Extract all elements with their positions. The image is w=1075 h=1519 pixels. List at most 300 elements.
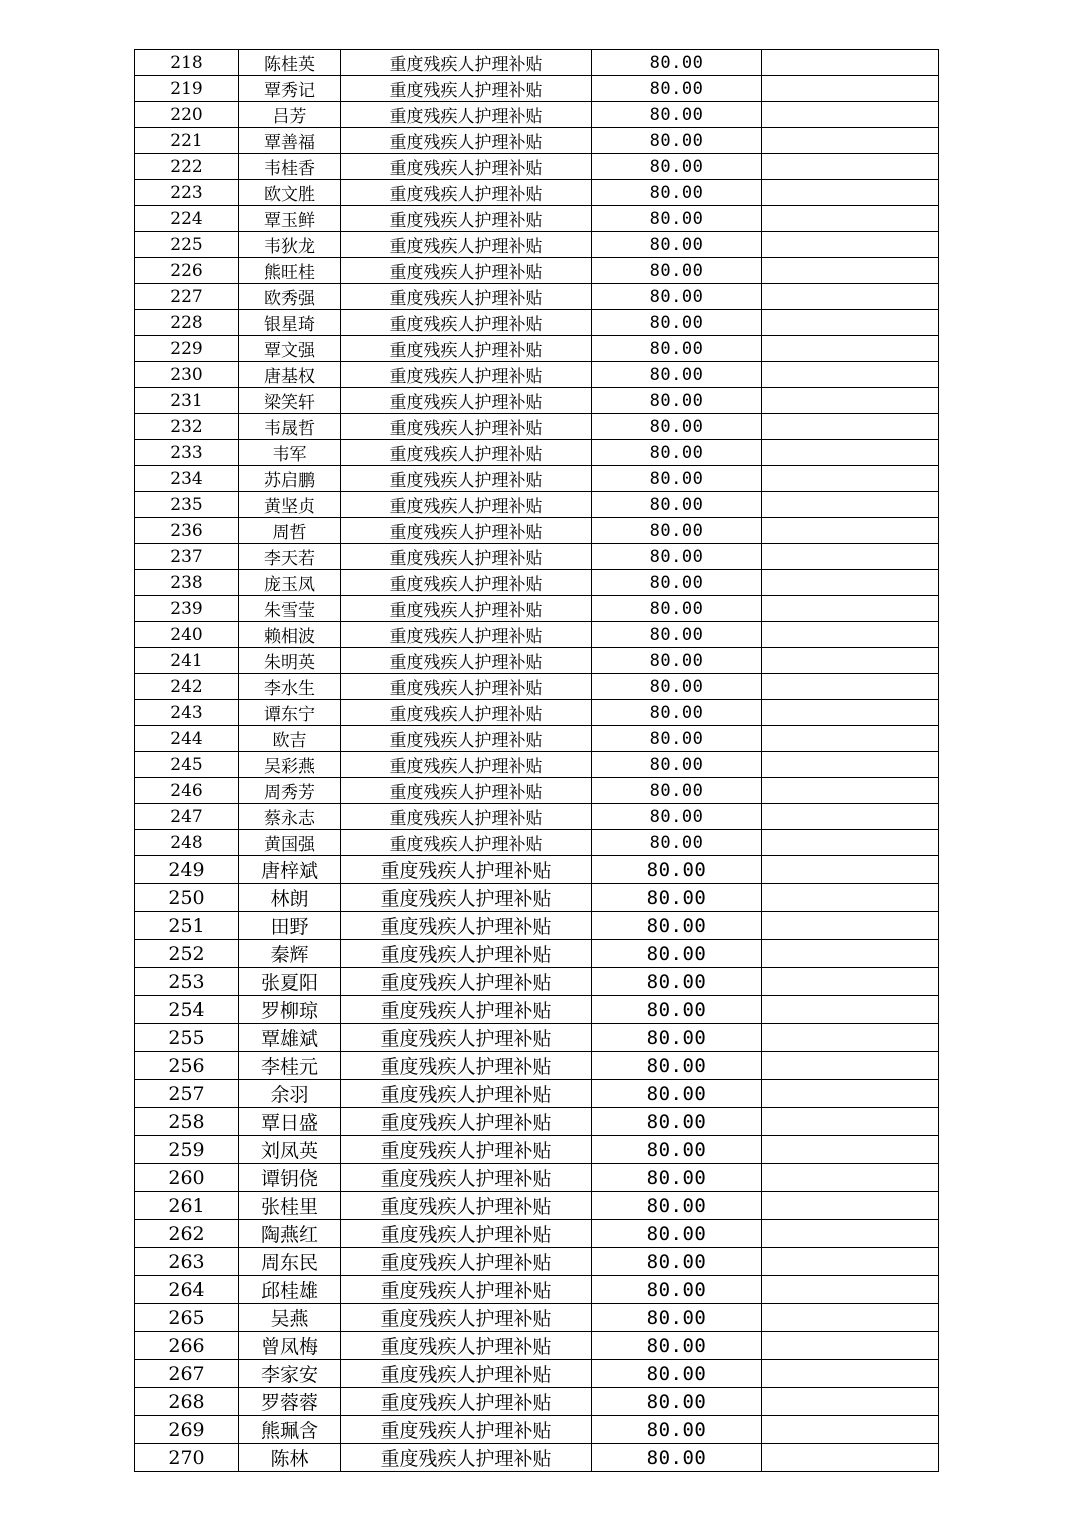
remarks-cell (762, 700, 939, 726)
recipient-name: 李家安 (239, 1360, 341, 1388)
row-number: 247 (135, 804, 239, 830)
row-number: 232 (135, 414, 239, 440)
subsidy-amount: 80.00 (592, 1416, 762, 1444)
subsidy-type: 重度残疾人护理补贴 (341, 50, 592, 76)
recipient-name: 唐梓斌 (239, 856, 341, 884)
subsidy-type: 重度残疾人护理补贴 (341, 700, 592, 726)
subsidy-type: 重度残疾人护理补贴 (341, 1416, 592, 1444)
recipient-name: 覃日盛 (239, 1108, 341, 1136)
table-row (135, 492, 939, 518)
subsidy-type: 重度残疾人护理补贴 (341, 968, 592, 996)
subsidy-type: 重度残疾人护理补贴 (341, 884, 592, 912)
subsidy-type: 重度残疾人护理补贴 (341, 674, 592, 700)
row-number: 262 (135, 1220, 239, 1248)
row-number: 219 (135, 76, 239, 102)
subsidy-type: 重度残疾人护理补贴 (341, 1192, 592, 1220)
subsidy-type: 重度残疾人护理补贴 (341, 544, 592, 570)
remarks-cell (762, 50, 939, 76)
row-number: 234 (135, 466, 239, 492)
table-row (135, 856, 939, 884)
table-row (135, 284, 939, 310)
row-number: 226 (135, 258, 239, 284)
subsidy-amount: 80.00 (592, 856, 762, 884)
row-number: 266 (135, 1332, 239, 1360)
subsidy-amount: 80.00 (592, 1136, 762, 1164)
recipient-name: 谭东宁 (239, 700, 341, 726)
row-number: 218 (135, 50, 239, 76)
subsidy-type: 重度残疾人护理补贴 (341, 76, 592, 102)
table-row (135, 440, 939, 466)
remarks-cell (762, 492, 939, 518)
table-row (135, 1220, 939, 1248)
subsidy-type: 重度残疾人护理补贴 (341, 570, 592, 596)
row-number: 259 (135, 1136, 239, 1164)
row-number: 231 (135, 388, 239, 414)
subsidy-type: 重度残疾人护理补贴 (341, 856, 592, 884)
remarks-cell (762, 1388, 939, 1416)
subsidy-amount: 80.00 (592, 884, 762, 912)
subsidy-amount: 80.00 (592, 752, 762, 778)
remarks-cell (762, 804, 939, 830)
subsidy-amount: 80.00 (592, 940, 762, 968)
table-row (135, 752, 939, 778)
remarks-cell (762, 388, 939, 414)
remarks-cell (762, 726, 939, 752)
table-row (135, 778, 939, 804)
table-row (135, 1276, 939, 1304)
subsidy-type: 重度残疾人护理补贴 (341, 284, 592, 310)
recipient-name: 欧文胜 (239, 180, 341, 206)
remarks-cell (762, 102, 939, 128)
row-number: 239 (135, 596, 239, 622)
recipient-name: 吕芳 (239, 102, 341, 128)
recipient-name: 覃雄斌 (239, 1024, 341, 1052)
remarks-cell (762, 752, 939, 778)
recipient-name: 邱桂雄 (239, 1276, 341, 1304)
recipient-name: 周秀芳 (239, 778, 341, 804)
recipient-name: 欧秀强 (239, 284, 341, 310)
table-row (135, 414, 939, 440)
subsidy-type: 重度残疾人护理补贴 (341, 1276, 592, 1304)
subsidy-type: 重度残疾人护理补贴 (341, 154, 592, 180)
table-row (135, 570, 939, 596)
remarks-cell (762, 206, 939, 232)
subsidy-type: 重度残疾人护理补贴 (341, 336, 592, 362)
recipient-name: 朱雪莹 (239, 596, 341, 622)
remarks-cell (762, 284, 939, 310)
table-row (135, 180, 939, 206)
recipient-name: 周东民 (239, 1248, 341, 1276)
row-number: 244 (135, 726, 239, 752)
table-row (135, 128, 939, 154)
table-row (135, 726, 939, 752)
subsidy-amount: 80.00 (592, 258, 762, 284)
remarks-cell (762, 310, 939, 336)
row-number: 255 (135, 1024, 239, 1052)
table-row (135, 466, 939, 492)
remarks-cell (762, 1332, 939, 1360)
subsidy-amount: 80.00 (592, 1332, 762, 1360)
recipient-name: 苏启鹏 (239, 466, 341, 492)
subsidy-amount: 80.00 (592, 466, 762, 492)
remarks-cell (762, 856, 939, 884)
subsidy-amount: 80.00 (592, 440, 762, 466)
remarks-cell (762, 778, 939, 804)
remarks-cell (762, 154, 939, 180)
remarks-cell (762, 596, 939, 622)
row-number: 223 (135, 180, 239, 206)
row-number: 230 (135, 362, 239, 388)
row-number: 258 (135, 1108, 239, 1136)
subsidy-amount: 80.00 (592, 414, 762, 440)
table-row (135, 1332, 939, 1360)
subsidy-amount: 80.00 (592, 76, 762, 102)
recipient-name: 熊旺桂 (239, 258, 341, 284)
subsidy-amount: 80.00 (592, 1164, 762, 1192)
subsidy-type: 重度残疾人护理补贴 (341, 912, 592, 940)
table-row (135, 1248, 939, 1276)
row-number: 251 (135, 912, 239, 940)
row-number: 221 (135, 128, 239, 154)
row-number: 243 (135, 700, 239, 726)
row-number: 253 (135, 968, 239, 996)
recipient-name: 韦狄龙 (239, 232, 341, 258)
subsidy-type: 重度残疾人护理补贴 (341, 622, 592, 648)
subsidy-type: 重度残疾人护理补贴 (341, 1052, 592, 1080)
row-number: 233 (135, 440, 239, 466)
subsidy-type: 重度残疾人护理补贴 (341, 310, 592, 336)
remarks-cell (762, 648, 939, 674)
row-number: 224 (135, 206, 239, 232)
row-number: 228 (135, 310, 239, 336)
table-row (135, 1052, 939, 1080)
subsidy-amount: 80.00 (592, 1276, 762, 1304)
recipient-name: 陈林 (239, 1444, 341, 1472)
subsidy-type: 重度残疾人护理补贴 (341, 518, 592, 544)
remarks-cell (762, 1136, 939, 1164)
row-number: 263 (135, 1248, 239, 1276)
table-row (135, 310, 939, 336)
subsidy-amount: 80.00 (592, 336, 762, 362)
subsidy-amount: 80.00 (592, 362, 762, 388)
row-number: 265 (135, 1304, 239, 1332)
recipient-name: 吴彩燕 (239, 752, 341, 778)
row-number: 225 (135, 232, 239, 258)
remarks-cell (762, 912, 939, 940)
subsidy-type: 重度残疾人护理补贴 (341, 388, 592, 414)
table-row (135, 596, 939, 622)
remarks-cell (762, 180, 939, 206)
remarks-cell (762, 996, 939, 1024)
remarks-cell (762, 1024, 939, 1052)
table-row (135, 206, 939, 232)
recipient-name: 吴燕 (239, 1304, 341, 1332)
subsidy-amount: 80.00 (592, 648, 762, 674)
subsidy-type: 重度残疾人护理补贴 (341, 996, 592, 1024)
table-row (135, 1108, 939, 1136)
subsidy-type: 重度残疾人护理补贴 (341, 1136, 592, 1164)
row-number: 264 (135, 1276, 239, 1304)
subsidy-type: 重度残疾人护理补贴 (341, 726, 592, 752)
table-row (135, 830, 939, 856)
subsidy-type: 重度残疾人护理补贴 (341, 1444, 592, 1472)
remarks-cell (762, 336, 939, 362)
remarks-cell (762, 884, 939, 912)
row-number: 248 (135, 830, 239, 856)
remarks-cell (762, 1360, 939, 1388)
table-row (135, 362, 939, 388)
table-row (135, 1080, 939, 1108)
remarks-cell (762, 1164, 939, 1192)
recipient-name: 覃秀记 (239, 76, 341, 102)
recipient-name: 周哲 (239, 518, 341, 544)
remarks-cell (762, 518, 939, 544)
table-row (135, 154, 939, 180)
subsidy-amount: 80.00 (592, 310, 762, 336)
subsidy-amount: 80.00 (592, 1220, 762, 1248)
subsidy-amount: 80.00 (592, 1192, 762, 1220)
row-number: 267 (135, 1360, 239, 1388)
row-number: 249 (135, 856, 239, 884)
subsidy-amount: 80.00 (592, 674, 762, 700)
recipient-name: 李水生 (239, 674, 341, 700)
recipient-name: 韦晟哲 (239, 414, 341, 440)
subsidy-amount: 80.00 (592, 622, 762, 648)
remarks-cell (762, 1220, 939, 1248)
table-row (135, 622, 939, 648)
subsidy-type: 重度残疾人护理补贴 (341, 778, 592, 804)
table-row (135, 1416, 939, 1444)
subsidy-amount: 80.00 (592, 1108, 762, 1136)
recipient-name: 曾凤梅 (239, 1332, 341, 1360)
table-row (135, 258, 939, 284)
table-row (135, 102, 939, 128)
table-row (135, 76, 939, 102)
subsidy-type: 重度残疾人护理补贴 (341, 232, 592, 258)
subsidy-amount: 80.00 (592, 1444, 762, 1472)
remarks-cell (762, 1052, 939, 1080)
remarks-cell (762, 1304, 939, 1332)
row-number: 246 (135, 778, 239, 804)
recipient-name: 张夏阳 (239, 968, 341, 996)
table-row (135, 912, 939, 940)
subsidy-type: 重度残疾人护理补贴 (341, 1164, 592, 1192)
table-row (135, 388, 939, 414)
recipient-name: 陈桂英 (239, 50, 341, 76)
subsidy-amount: 80.00 (592, 206, 762, 232)
recipient-name: 覃玉鲜 (239, 206, 341, 232)
recipient-name: 覃善福 (239, 128, 341, 154)
recipient-name: 罗柳琼 (239, 996, 341, 1024)
subsidy-type: 重度残疾人护理补贴 (341, 102, 592, 128)
row-number: 269 (135, 1416, 239, 1444)
subsidy-type: 重度残疾人护理补贴 (341, 1108, 592, 1136)
recipient-name: 赖相波 (239, 622, 341, 648)
subsidy-amount: 80.00 (592, 996, 762, 1024)
remarks-cell (762, 128, 939, 154)
remarks-cell (762, 1416, 939, 1444)
recipient-name: 谭钥侥 (239, 1164, 341, 1192)
row-number: 250 (135, 884, 239, 912)
remarks-cell (762, 544, 939, 570)
subsidy-type: 重度残疾人护理补贴 (341, 830, 592, 856)
subsidy-type: 重度残疾人护理补贴 (341, 258, 592, 284)
subsidy-type: 重度残疾人护理补贴 (341, 440, 592, 466)
table-row (135, 518, 939, 544)
subsidy-amount: 80.00 (592, 968, 762, 996)
row-number: 240 (135, 622, 239, 648)
row-number: 220 (135, 102, 239, 128)
subsidy-type: 重度残疾人护理补贴 (341, 128, 592, 154)
subsidy-type: 重度残疾人护理补贴 (341, 1360, 592, 1388)
table-row (135, 1024, 939, 1052)
remarks-cell (762, 940, 939, 968)
subsidy-type: 重度残疾人护理补贴 (341, 492, 592, 518)
table-row (135, 544, 939, 570)
recipient-name: 余羽 (239, 1080, 341, 1108)
subsidy-amount: 80.00 (592, 544, 762, 570)
row-number: 236 (135, 518, 239, 544)
subsidy-amount: 80.00 (592, 492, 762, 518)
row-number: 238 (135, 570, 239, 596)
remarks-cell (762, 570, 939, 596)
table-row (135, 336, 939, 362)
recipient-name: 庞玉凤 (239, 570, 341, 596)
table-row (135, 1444, 939, 1472)
recipient-name: 刘凤英 (239, 1136, 341, 1164)
remarks-cell (762, 674, 939, 700)
subsidy-amount: 80.00 (592, 912, 762, 940)
subsidy-type: 重度残疾人护理补贴 (341, 206, 592, 232)
subsidy-amount: 80.00 (592, 154, 762, 180)
table-row (135, 804, 939, 830)
row-number: 252 (135, 940, 239, 968)
subsidy-type: 重度残疾人护理补贴 (341, 940, 592, 968)
remarks-cell (762, 440, 939, 466)
recipient-name: 李桂元 (239, 1052, 341, 1080)
subsidy-amount: 80.00 (592, 1024, 762, 1052)
table-row (135, 968, 939, 996)
subsidy-type: 重度残疾人护理补贴 (341, 1304, 592, 1332)
remarks-cell (762, 830, 939, 856)
subsidy-amount: 80.00 (592, 778, 762, 804)
table-row (135, 996, 939, 1024)
remarks-cell (762, 414, 939, 440)
subsidy-amount: 80.00 (592, 726, 762, 752)
subsidy-type: 重度残疾人护理补贴 (341, 1332, 592, 1360)
recipient-name: 林朗 (239, 884, 341, 912)
subsidy-amount: 80.00 (592, 518, 762, 544)
subsidy-type: 重度残疾人护理补贴 (341, 648, 592, 674)
subsidy-amount: 80.00 (592, 50, 762, 76)
subsidy-amount: 80.00 (592, 128, 762, 154)
subsidy-amount: 80.00 (592, 804, 762, 830)
table-row (135, 674, 939, 700)
subsidy-amount: 80.00 (592, 102, 762, 128)
subsidy-table (134, 49, 939, 1472)
remarks-cell (762, 466, 939, 492)
subsidy-type: 重度残疾人护理补贴 (341, 362, 592, 388)
recipient-name: 熊珮含 (239, 1416, 341, 1444)
recipient-name: 韦军 (239, 440, 341, 466)
recipient-name: 秦辉 (239, 940, 341, 968)
row-number: 270 (135, 1444, 239, 1472)
subsidy-type: 重度残疾人护理补贴 (341, 1220, 592, 1248)
table-row (135, 1360, 939, 1388)
subsidy-amount: 80.00 (592, 830, 762, 856)
table-row (135, 1304, 939, 1332)
subsidy-amount: 80.00 (592, 284, 762, 310)
row-number: 268 (135, 1388, 239, 1416)
recipient-name: 覃文强 (239, 336, 341, 362)
subsidy-type: 重度残疾人护理补贴 (341, 752, 592, 778)
remarks-cell (762, 1192, 939, 1220)
table-row (135, 232, 939, 258)
recipient-name: 田野 (239, 912, 341, 940)
remarks-cell (762, 1444, 939, 1472)
row-number: 241 (135, 648, 239, 674)
subsidy-amount: 80.00 (592, 232, 762, 258)
recipient-name: 罗蓉蓉 (239, 1388, 341, 1416)
row-number: 227 (135, 284, 239, 310)
recipient-name: 梁笑轩 (239, 388, 341, 414)
subsidy-amount: 80.00 (592, 570, 762, 596)
recipient-name: 欧吉 (239, 726, 341, 752)
remarks-cell (762, 232, 939, 258)
table-row (135, 1164, 939, 1192)
remarks-cell (762, 1080, 939, 1108)
row-number: 256 (135, 1052, 239, 1080)
remarks-cell (762, 258, 939, 284)
subsidy-amount: 80.00 (592, 1304, 762, 1332)
subsidy-amount: 80.00 (592, 1388, 762, 1416)
row-number: 257 (135, 1080, 239, 1108)
subsidy-type: 重度残疾人护理补贴 (341, 596, 592, 622)
row-number: 237 (135, 544, 239, 570)
table-row (135, 1388, 939, 1416)
subsidy-amount: 80.00 (592, 1248, 762, 1276)
remarks-cell (762, 1108, 939, 1136)
table-row (135, 1136, 939, 1164)
remarks-cell (762, 76, 939, 102)
recipient-name: 唐基权 (239, 362, 341, 388)
subsidy-type: 重度残疾人护理补贴 (341, 1248, 592, 1276)
remarks-cell (762, 622, 939, 648)
recipient-name: 朱明英 (239, 648, 341, 674)
table-row (135, 50, 939, 76)
subsidy-amount: 80.00 (592, 180, 762, 206)
row-number: 235 (135, 492, 239, 518)
subsidy-amount: 80.00 (592, 1080, 762, 1108)
subsidy-type: 重度残疾人护理补贴 (341, 466, 592, 492)
subsidy-amount: 80.00 (592, 388, 762, 414)
recipient-name: 李天若 (239, 544, 341, 570)
row-number: 242 (135, 674, 239, 700)
table-body (135, 50, 939, 1472)
subsidy-type: 重度残疾人护理补贴 (341, 804, 592, 830)
table-row (135, 1192, 939, 1220)
table-row (135, 940, 939, 968)
recipient-name: 黄坚贞 (239, 492, 341, 518)
remarks-cell (762, 968, 939, 996)
subsidy-amount: 80.00 (592, 1052, 762, 1080)
remarks-cell (762, 1276, 939, 1304)
remarks-cell (762, 1248, 939, 1276)
subsidy-type: 重度残疾人护理补贴 (341, 1388, 592, 1416)
row-number: 254 (135, 996, 239, 1024)
subsidy-type: 重度残疾人护理补贴 (341, 1080, 592, 1108)
subsidy-type: 重度残疾人护理补贴 (341, 180, 592, 206)
